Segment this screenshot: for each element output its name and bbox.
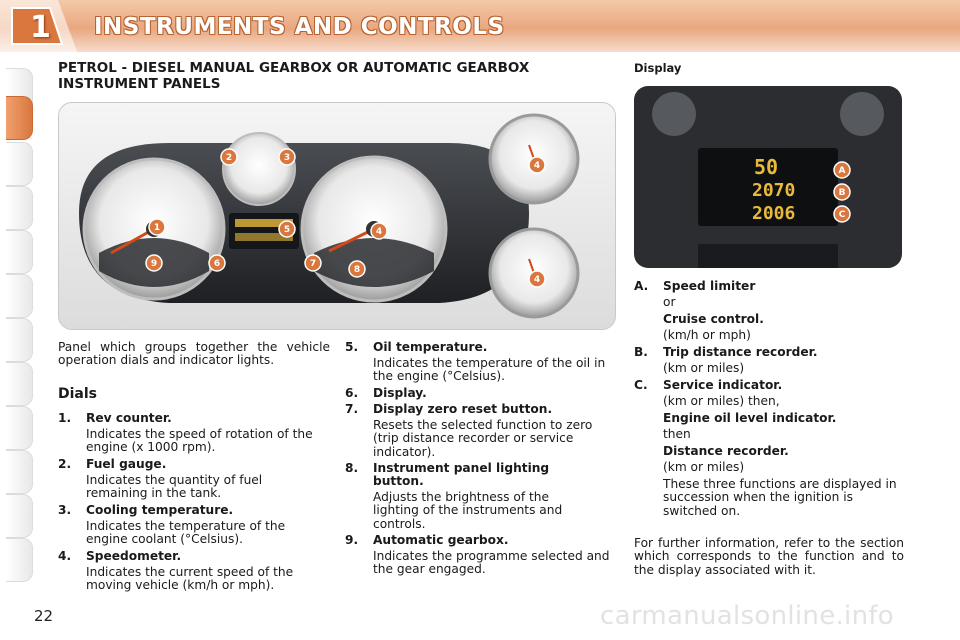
item-number: 7. bbox=[345, 402, 359, 416]
item-number: 6. bbox=[345, 386, 359, 400]
item-title: Oil temperature. bbox=[373, 340, 488, 354]
side-tab[interactable] bbox=[6, 406, 33, 450]
callout-c: C bbox=[838, 210, 846, 220]
item-title: Display. bbox=[373, 386, 427, 400]
item-description: Adjusts the brightness of the lighting of the instruments and controls. bbox=[373, 490, 563, 531]
item-number: 4. bbox=[58, 549, 72, 563]
callout-4: 4 bbox=[375, 227, 383, 237]
item-description: Indicates the quantity of fuel remaining in the tank. bbox=[86, 473, 263, 501]
item-c-then: then bbox=[663, 427, 691, 441]
side-tab[interactable] bbox=[6, 318, 33, 362]
callout-8: 8 bbox=[353, 265, 361, 275]
side-tab[interactable] bbox=[6, 362, 33, 406]
item-a-number: A. bbox=[634, 279, 649, 293]
item-a-title: Speed limiter bbox=[663, 279, 756, 293]
display-speed: 50 bbox=[754, 155, 779, 179]
side-tab[interactable] bbox=[6, 538, 33, 582]
item-c-unit: (km or miles) then, bbox=[663, 394, 780, 408]
item-title: Display zero reset button. bbox=[373, 402, 553, 416]
item-number: 2. bbox=[58, 457, 72, 471]
watermark: carmanualsonline.info bbox=[600, 601, 895, 631]
display-figure bbox=[634, 86, 902, 268]
item-a-title2: Cruise control. bbox=[663, 312, 764, 326]
item-description: Indicates the temperature of the oil in the engine (°Celsius). bbox=[373, 356, 606, 384]
callout-4b: 4 bbox=[533, 161, 541, 171]
display-trip: 2070 bbox=[752, 180, 796, 201]
chapter-side-tabs bbox=[0, 60, 40, 580]
item-description: Indicates the programme selected and the gear engaged. bbox=[373, 549, 610, 577]
section-title: PETROL - DIESEL MANUAL GEARBOX OR AUTOMATIC GEARBOX INSTRUMENT PANELS bbox=[58, 60, 530, 92]
side-tab[interactable] bbox=[6, 494, 33, 538]
side-tab-active[interactable] bbox=[6, 96, 33, 140]
item-number: 9. bbox=[345, 533, 359, 547]
intro-text: Panel which groups together the vehicle operation dials and indicator lights. bbox=[58, 340, 330, 368]
item-b-unit: (km or miles) bbox=[663, 361, 745, 375]
item-title: Fuel gauge. bbox=[86, 457, 167, 471]
item-c-unit2: (km or miles) bbox=[663, 460, 745, 474]
item-title: Rev counter. bbox=[86, 411, 172, 425]
item-b-title: Trip distance recorder. bbox=[663, 345, 818, 359]
item-c-title: Service indicator. bbox=[663, 378, 783, 392]
chapter-number: 1 bbox=[30, 10, 51, 45]
callout-a: A bbox=[838, 166, 846, 176]
item-number: 5. bbox=[345, 340, 359, 354]
callout-1: 1 bbox=[153, 223, 161, 233]
callout-2: 2 bbox=[225, 153, 233, 163]
item-number: 1. bbox=[58, 411, 72, 425]
display-odo: 2006 bbox=[752, 203, 796, 224]
item-description: Indicates the speed of rotation of the engine (x 1000 rpm). bbox=[86, 427, 313, 455]
callout-5: 5 bbox=[283, 225, 291, 235]
item-a-unit: (km/h or mph) bbox=[663, 328, 751, 342]
instrument-panel-figure bbox=[58, 102, 616, 330]
side-tab[interactable] bbox=[6, 450, 33, 494]
fuel-temp-dial bbox=[223, 133, 295, 205]
page-number: 22 bbox=[34, 607, 54, 625]
callout-7: 7 bbox=[309, 259, 317, 269]
side-tab[interactable] bbox=[6, 230, 33, 274]
item-description: Indicates the temperature of the engine coolant (°Celsius). bbox=[86, 519, 286, 547]
display-illustration bbox=[634, 86, 902, 268]
item-b-number: B. bbox=[634, 345, 648, 359]
callout-6: 6 bbox=[213, 259, 221, 269]
chapter-title: INSTRUMENTS AND CONTROLS bbox=[94, 14, 505, 40]
item-title: Instrument panel lighting button. bbox=[373, 461, 550, 489]
item-description: Resets the selected function to zero (trip distance recorder or service indicator). bbox=[373, 418, 593, 459]
side-tab[interactable] bbox=[6, 186, 33, 230]
callout-4c: 4 bbox=[533, 275, 541, 285]
item-c-title2: Engine oil level indicator. bbox=[663, 411, 837, 425]
side-tab[interactable] bbox=[6, 142, 33, 186]
dials-heading: Dials bbox=[58, 386, 97, 402]
item-c-title3: Distance recorder. bbox=[663, 444, 789, 458]
item-description: Indicates the current speed of the moving vehicle (km/h or mph). bbox=[86, 565, 294, 593]
display-label: Display bbox=[634, 61, 682, 75]
item-c-description: These three functions are displayed in succession when the ignition is switched on. bbox=[663, 477, 897, 518]
instrument-panel-illustration bbox=[59, 103, 615, 329]
chapter-header bbox=[0, 0, 960, 52]
item-number: 8. bbox=[345, 461, 359, 475]
item-title: Speedometer. bbox=[86, 549, 182, 563]
item-c-number: C. bbox=[634, 378, 648, 392]
side-tab[interactable] bbox=[6, 274, 33, 318]
callout-9: 9 bbox=[150, 259, 158, 269]
callout-3: 3 bbox=[283, 153, 291, 163]
item-title: Automatic gearbox. bbox=[373, 533, 509, 547]
item-number: 3. bbox=[58, 503, 72, 517]
further-info-text: For further information, refer to the section which corresponds to the function and to the display associated with it. bbox=[634, 536, 904, 577]
item-a-or: or bbox=[663, 295, 676, 309]
item-title: Cooling temperature. bbox=[86, 503, 234, 517]
callout-b: B bbox=[838, 188, 846, 198]
